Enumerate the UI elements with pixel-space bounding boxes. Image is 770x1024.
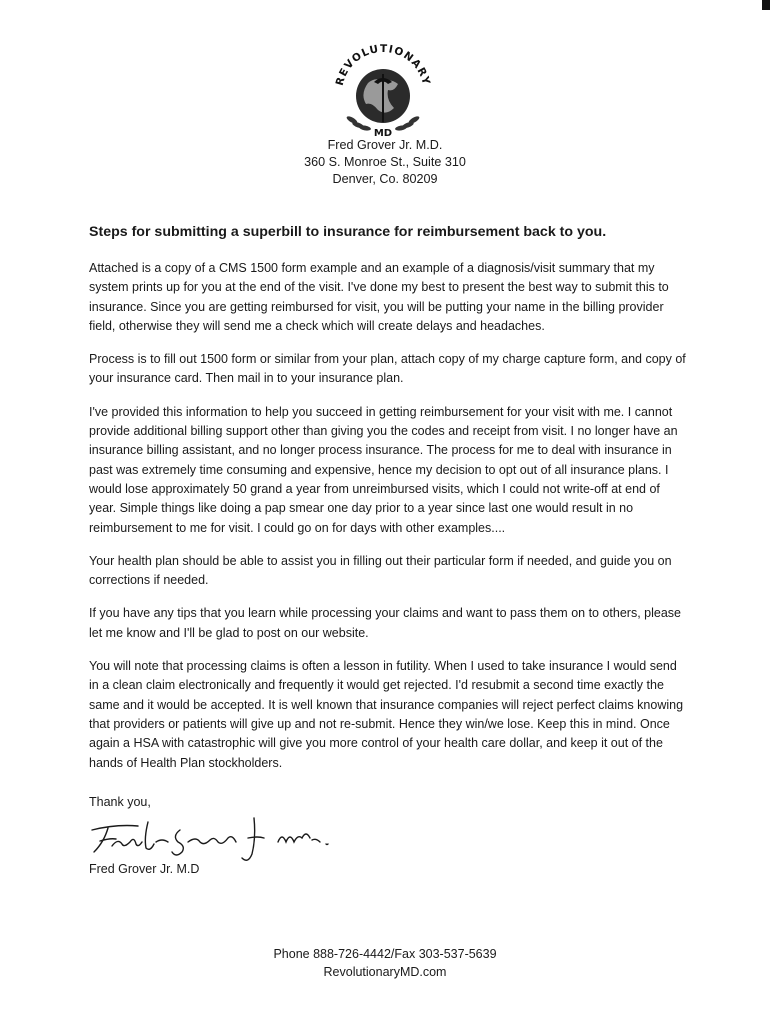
paragraph: Attached is a copy of a CMS 1500 form example and an example of a diagnosis/visit summary that my system prints up for you at the end of the visit. I've done my best to present the best way to submit this to insurance. Since you are getting reimbursed for visit, you will be putting your name in the billing provider field, otherwise they will send me a check which will create delays and headaches. (89, 261, 669, 333)
letter-heading: Steps for submitting a superbill to insurance for reimbursement back to you. (89, 224, 607, 240)
phone-fax: Phone 888-726-4442/Fax 303-537-5639 (273, 947, 497, 961)
letter-body (89, 259, 689, 787)
paragraph: Process is to fill out 1500 form or similar from your plan, attach copy of my charge capture form, and copy of your insurance card. Then mail in to your insurance plan. (89, 352, 686, 386)
address-line-2: Denver, Co. 80209 (332, 172, 438, 186)
revolutionary-md-logo (328, 38, 438, 140)
logo-arc-text: REVOLUTIONARY (333, 42, 433, 87)
letterhead (0, 137, 770, 188)
paragraph: If you have any tips that you learn while processing your claims and want to pass them on to others, please let me know and I'll be glad to post on our website. (89, 606, 681, 640)
website: RevolutionaryMD.com (323, 965, 447, 979)
closing-line: Thank you, (89, 795, 151, 809)
doctor-name: Fred Grover Jr. M.D. (327, 138, 443, 152)
paragraph: Your health plan should be able to assist you in filling out their particular form if needed, and guide you on corrections if needed. (89, 553, 672, 588)
scan-corner-mark (762, 0, 770, 10)
logo-md-text: MD (373, 128, 393, 139)
signer-name: Fred Grover Jr. M.D (89, 862, 200, 876)
paragraph: You will note that processing claims is often a lesson in futility. When I used to take insurance I would send in a clean claim electronically and frequently it would get rejected. I'd resubmit a second time exactly the same and it would be accepted. It is well known that insurance companies will reject perfect claims knowing that providers or patients will give up and not re-submit. Hence they win/we lose. Keep this in mind. Once again a HSA with catastrophic will give you more control of your health care dollar, and keep it out of the hands of Health Plan stockholders. (89, 659, 684, 770)
paragraph: I've provided this information to help you succeed in getting reimbursement for your visit with me. I cannot provide additional billing support other than giving you the codes and receipt from visit. I no longer have an insurance billing assistant, and no longer process insurance. The process for me to deal with insurance in past was extremely time consuming and expensive, hence my decision to opt out of all insurance plans. I would lose approximately 50 grand a year from unreimbursed visits, which I could not write-off at end of year. Simple things like doing a pap smear one day prior to a year since last one would result in no reimbursement to me for visit. I could go on for days with other examples.... (89, 404, 678, 535)
address-line-1: 360 S. Monroe St., Suite 310 (304, 155, 466, 169)
footer (0, 945, 770, 981)
handwritten-signature (86, 808, 336, 870)
